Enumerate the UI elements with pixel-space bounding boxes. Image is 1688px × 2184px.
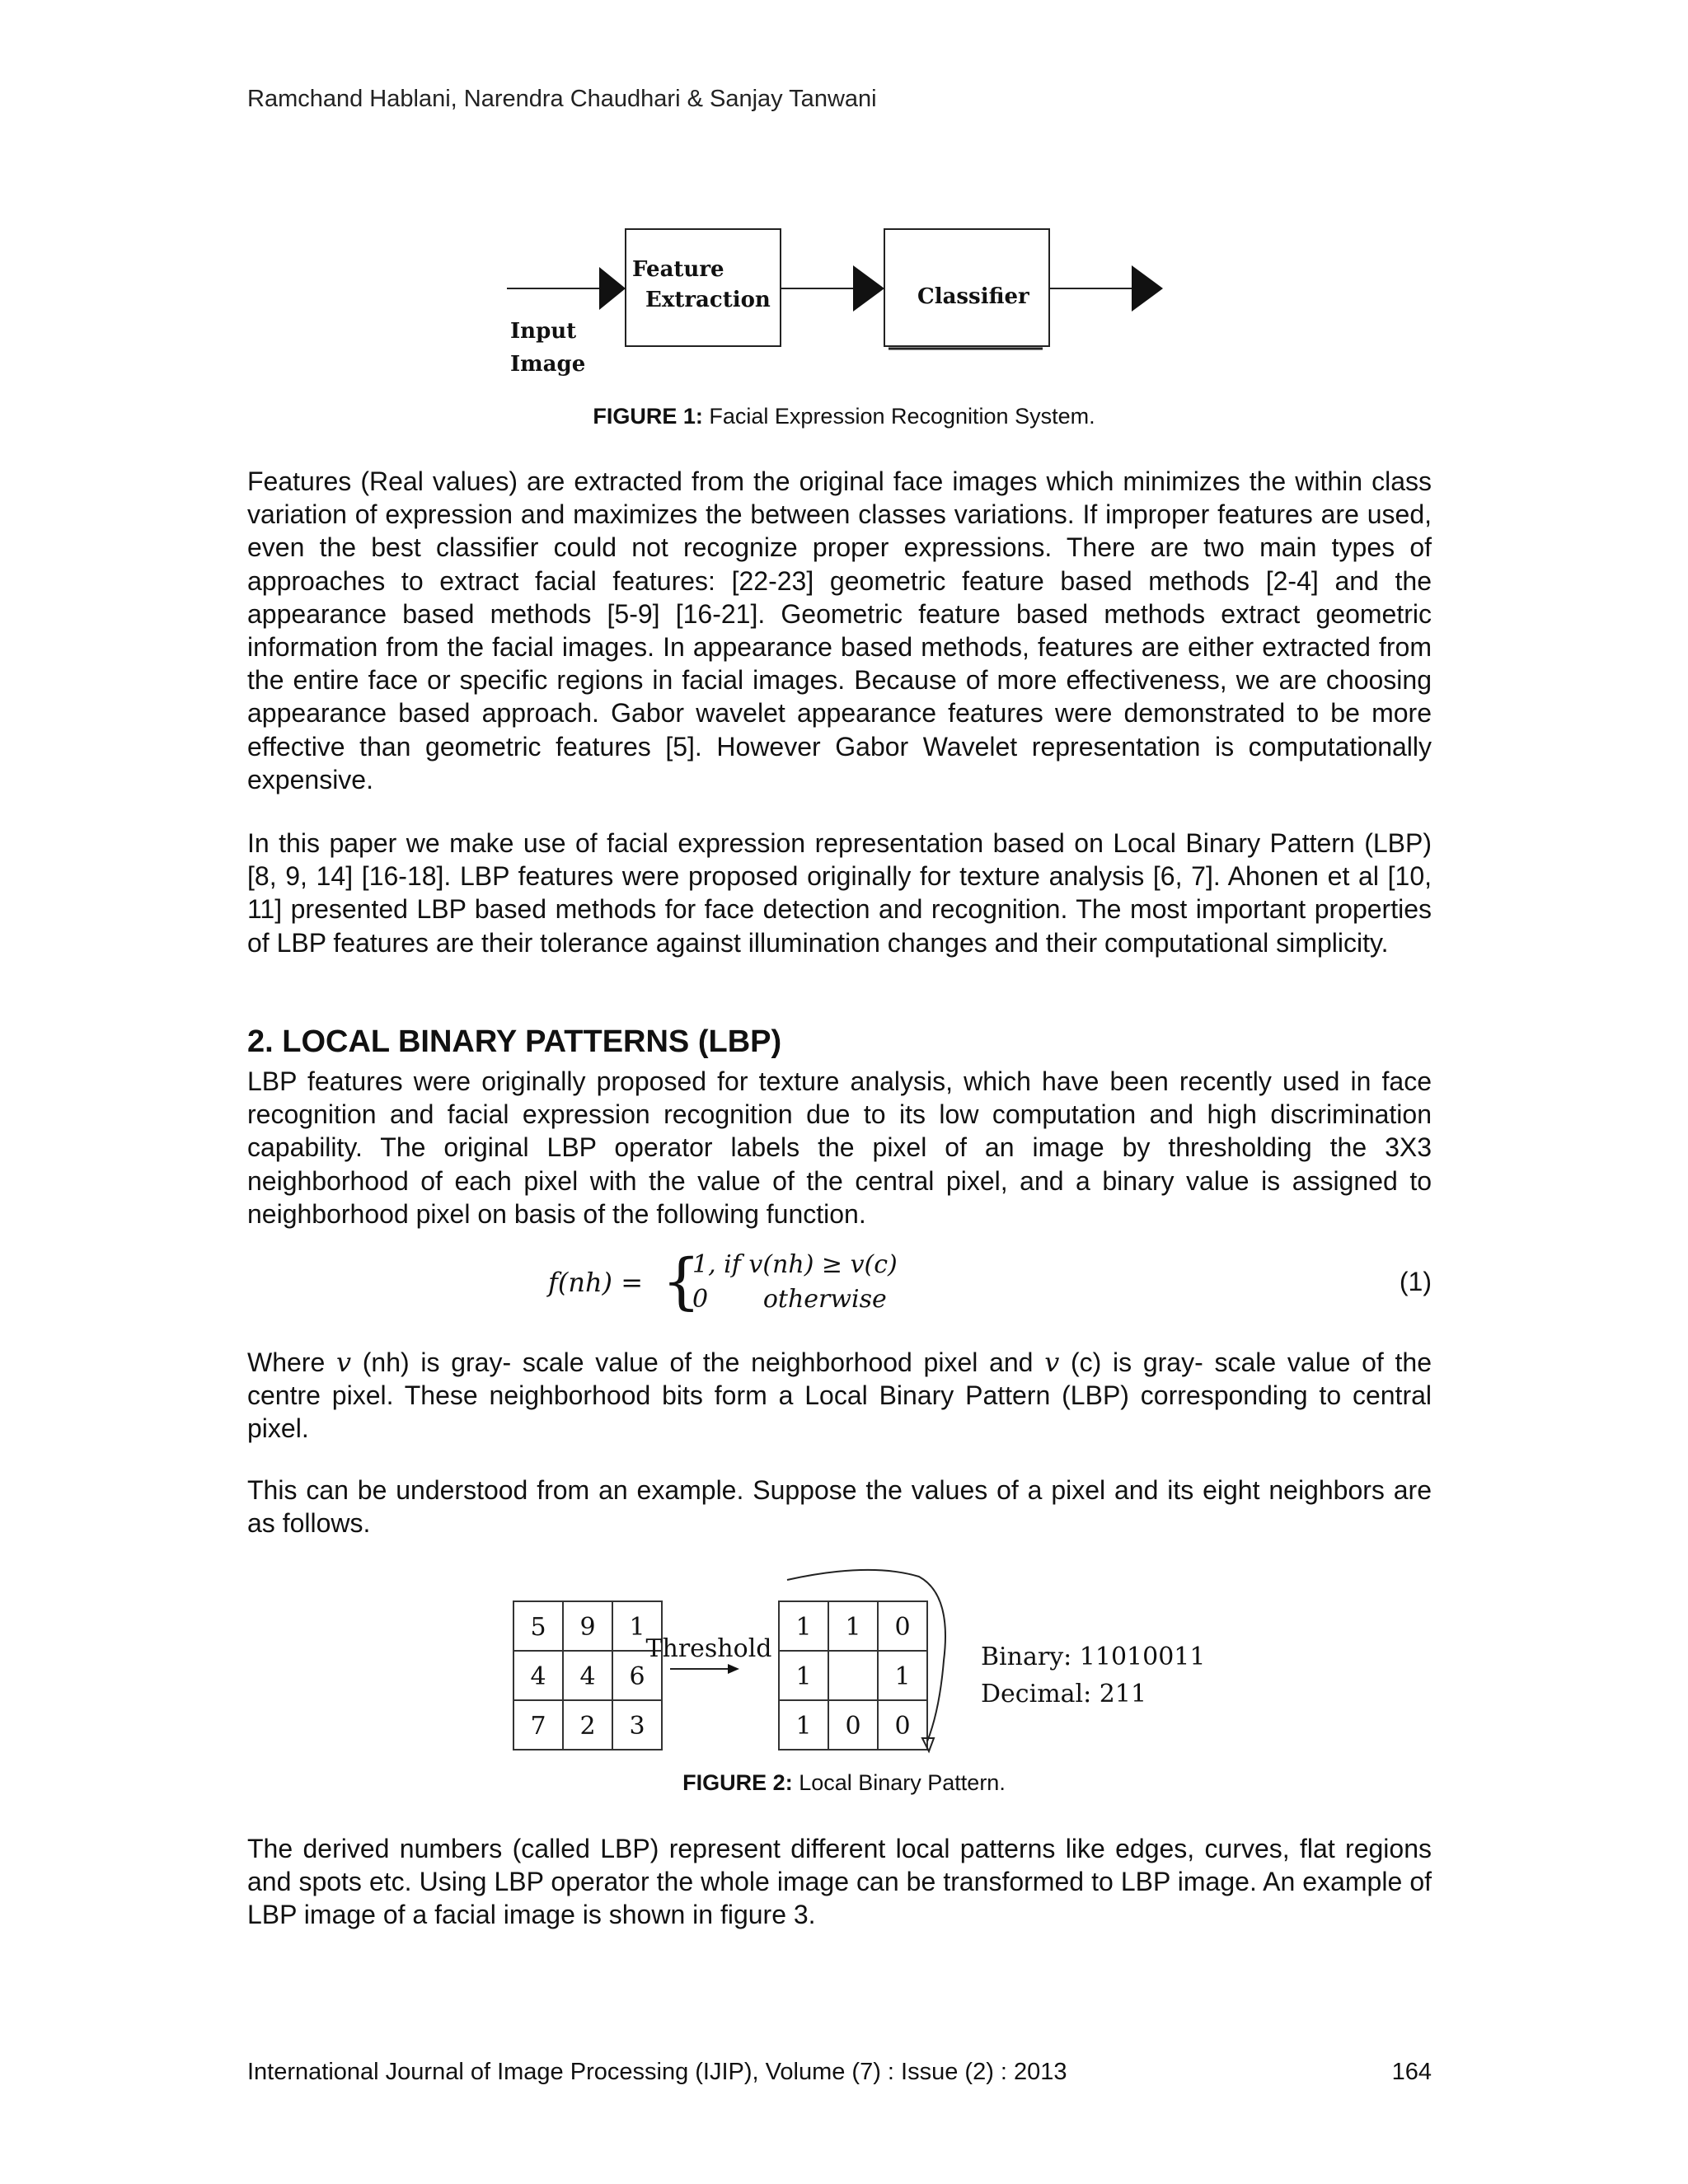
input-grid-cell-0-1: 9 [579,1613,596,1642]
figure-1-caption-text: Facial Expression Recognition System. [702,404,1095,429]
variable-v-nh: v [335,1347,352,1378]
binary-result-text: Binary: 11010011 [981,1643,1206,1671]
variable-v-c: v [1044,1347,1060,1378]
paragraph-example: This can be understood from an example. Suppose the values of a pixel and its eight neighbors are as follows. [247,1475,1432,1539]
input-arrowhead [599,267,626,310]
page-number: 164 [1391,2059,1432,2085]
equation-case-2: 0 otherwise [692,1285,887,1314]
input-grid-cell-1-0: 4 [530,1662,546,1691]
figure-2-caption [0,1770,1688,1796]
output-grid-cell-2-0: 1 [795,1712,812,1741]
output-arrowhead [1132,265,1163,312]
decimal-result-text: Decimal: 211 [981,1680,1147,1708]
output-grid-cell-1-0: 1 [795,1662,812,1691]
figure-1-caption [0,404,1688,429]
figure-1-block-diagram [507,214,1183,396]
section-heading-lbp: 2. LOCAL BINARY PATTERNS (LBP) [247,1024,782,1059]
output-grid-cell-2-1: 0 [845,1712,861,1741]
input-grid-cell-1-2: 6 [629,1662,645,1691]
input-label-line1: Input [510,319,577,344]
threshold-label: Threshold [645,1634,772,1663]
figure-1-caption-label: FIGURE 1: [593,404,703,429]
threshold-arrowhead [728,1664,739,1674]
equation-brace: { [662,1246,701,1317]
paragraph-lbp-intro: In this paper we make use of facial expression representation based on Local Binary Pattern (LBP) [8, 9, 14] [16-18]. LBP features were proposed originally for texture analysis [6, 7]. Ahonen et al [10, 11] presented LBP based methods for face detection and recognition. The most important properties of LBP features are their tolerance against illumination changes and their computational simplicity. [247,828,1432,958]
equation-lhs: f(nh) = [548,1267,644,1298]
paragraph-lbp-description: LBP features were originally proposed for texture analysis, which have been recently used in face recognition and facial expression recognition due to its low computation and high discrimination capability. The original LBP operator labels the pixel of an image by thresholding the 3X3 neighborhood of each pixel with the value of the central pixel, and a binary value is assigned to neighborhood pixel on basis of the following function. [247,1066,1432,1229]
footer-journal-info: International Journal of Image Processing (IJIP), Volume (7) : Issue (2) : 2013 [247,2059,1067,2085]
equation-case-1: 1, if v(nh) ≥ v(c) [692,1250,898,1279]
equation-1 [548,1246,1432,1323]
figure-2-caption-label: FIGURE 2: [682,1770,793,1795]
input-grid-cell-2-0: 7 [530,1712,546,1741]
middle-arrowhead [853,265,884,312]
output-grid-cell-0-1: 1 [845,1613,861,1642]
output-grid-cell-0-2: 0 [894,1613,911,1642]
running-header-authors: Ramchand Hablani, Narendra Chaudhari & Sanjay Tanwani [247,86,877,112]
paragraph-where: Where v (nh) is gray- scale value of the neighborhood pixel and v (c) is gray- scale value of the centre pixel. These neighborhood bits form a Local Binary Pattern (LBP) corresponding to central pixel. [247,1347,1432,1444]
figure-2-caption-text: Local Binary Pattern. [792,1770,1006,1795]
output-grid-cell-0-0: 1 [795,1613,812,1642]
input-grid-cell-1-1: 4 [579,1662,596,1691]
feature-box-label-line2: Extraction [645,288,771,312]
paragraph-features: Features (Real values) are extracted from the original face images which minimizes the within class variation of expression and maximizes the between classes variations. If improper features are used, even the best classifier could not recognize proper expressions. There are two main types of approaches to extract facial features: [22-23] geometric feature based methods [2-4] and the appearance based methods [5-9] [16-21]. Geometric feature based methods extract geometric information from the facial images. In appearance based methods, features are either extracted from the entire face or specific regions in facial images. Because of more effectiveness, we are choosing appearance based approach. Gabor wavelet appearance features were demonstrated to be more effective than geometric features [5]. However Gabor Wavelet representation is computationally expensive. [247,466,1432,794]
feature-box-label-line1: Feature [632,257,724,282]
output-grid-cell-1-2: 1 [894,1662,911,1691]
input-label-line2: Image [510,352,586,377]
input-grid-cell-0-0: 5 [530,1613,546,1642]
equation-number: (1) [1399,1267,1432,1296]
input-grid-cell-2-1: 2 [579,1712,596,1741]
figure-2-lbp-example [507,1562,1249,1760]
input-grid-cell-0-2: 1 [629,1613,645,1642]
paragraph-derived-numbers: The derived numbers (called LBP) represent different local patterns like edges, curves, flat regions and spots etc. Using LBP operator the whole image can be transformed to LBP image. An example of LBP image of a facial image is shown in figure 3. [247,1834,1432,1930]
input-grid-cell-2-2: 3 [629,1712,645,1741]
output-grid-cell-2-2: 0 [894,1712,911,1741]
classifier-box-label: Classifier [917,284,1029,309]
